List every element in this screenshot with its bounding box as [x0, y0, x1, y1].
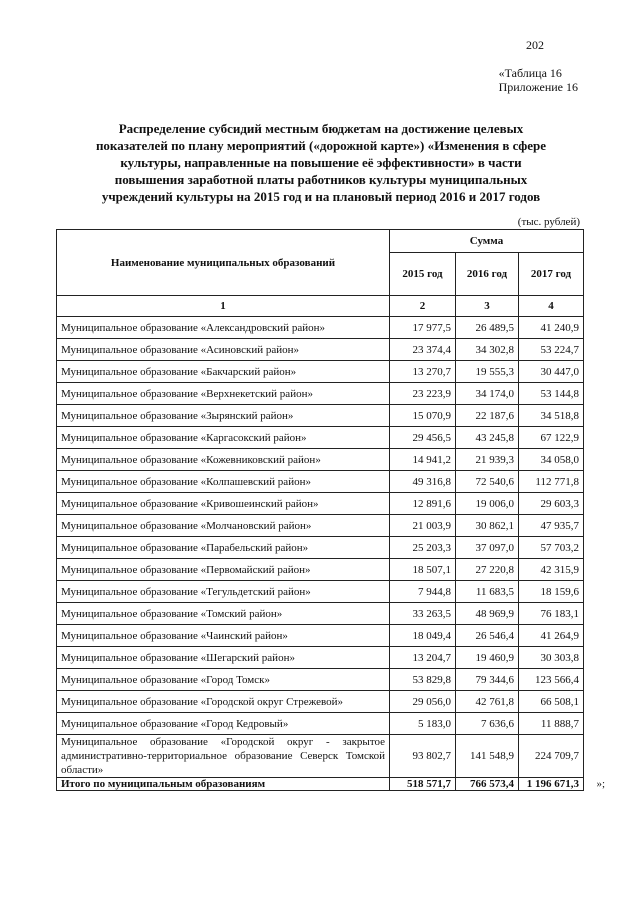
municipality-name: Муниципальное образование «Парабельский район» [57, 537, 390, 559]
table-row [57, 361, 584, 383]
table-row [57, 603, 584, 625]
total-row [57, 778, 584, 791]
value-2016: 7 636,6 [456, 713, 519, 735]
value-2016: 43 245,8 [456, 427, 519, 449]
table-row [57, 647, 584, 669]
value-2017: 42 315,9 [519, 559, 584, 581]
column-number: 3 [456, 296, 519, 317]
value-2016: 34 302,8 [456, 339, 519, 361]
municipality-name: Муниципальное образование «Чаинский район» [57, 625, 390, 647]
municipality-name: Муниципальное образование «Кривошеинский район» [57, 493, 390, 515]
total-2015: 518 571,7 [390, 778, 456, 791]
table-row [57, 691, 584, 713]
value-2015: 29 056,0 [390, 691, 456, 713]
value-2016: 11 683,5 [456, 581, 519, 603]
value-2015: 18 507,1 [390, 559, 456, 581]
value-2015: 5 183,0 [390, 713, 456, 735]
table-row [57, 317, 584, 339]
value-2015: 93 802,7 [390, 735, 456, 778]
value-2016: 72 540,6 [456, 471, 519, 493]
value-2016: 141 548,9 [456, 735, 519, 778]
column-number: 4 [519, 296, 584, 317]
table-row [57, 581, 584, 603]
value-2017: 34 058,0 [519, 449, 584, 471]
table-row [57, 515, 584, 537]
municipality-name: Муниципальное образование «Тегульдетский район» [57, 581, 390, 603]
municipality-name: Муниципальное образование «Городской округ Стрежевой» [57, 691, 390, 713]
table-row [57, 449, 584, 471]
municipality-name: Муниципальное образование «Молчановский район» [57, 515, 390, 537]
title-line: культуры, направленные на повышение её эффективности» в части [120, 155, 522, 170]
value-2016: 26 489,5 [456, 317, 519, 339]
value-2017: 224 709,7 [519, 735, 584, 778]
table-row [57, 559, 584, 581]
value-2017: 34 518,8 [519, 405, 584, 427]
subsidies-table [56, 229, 606, 791]
title-line: Распределение субсидий местным бюджетам на достижение целевых [118, 121, 524, 136]
municipality-name: Муниципальное образование «Колпашевский район» [57, 471, 390, 493]
municipality-name: Муниципальное образование «Шегарский район» [57, 647, 390, 669]
value-2015: 23 374,4 [390, 339, 456, 361]
header-year-2016: 2016 год [456, 253, 519, 296]
page-number: 202 [526, 38, 544, 52]
table-row [57, 537, 584, 559]
table-row [57, 471, 584, 493]
column-number: 1 [57, 296, 390, 317]
total-label: Итого по муниципальным образованиям [57, 778, 390, 791]
value-2015: 49 316,8 [390, 471, 456, 493]
title-line: учреждений культуры на 2015 год и на плановый период 2016 и 2017 годов [101, 189, 541, 204]
municipality-name: Муниципальное образование «Верхнекетский район» [57, 383, 390, 405]
value-2015: 13 204,7 [390, 647, 456, 669]
municipality-name: Муниципальное образование «Бакчарский район» [57, 361, 390, 383]
value-2016: 34 174,0 [456, 383, 519, 405]
table-row [57, 493, 584, 515]
value-2017: 11 888,7 [519, 713, 584, 735]
table-row [57, 713, 584, 735]
table-body [57, 317, 584, 778]
value-2017: 30 303,8 [519, 647, 584, 669]
value-2017: 112 771,8 [519, 471, 584, 493]
municipality-name: Муниципальное образование «Каргасокский район» [57, 427, 390, 449]
value-2016: 79 344,6 [456, 669, 519, 691]
value-2015: 18 049,4 [390, 625, 456, 647]
value-2015: 53 829,8 [390, 669, 456, 691]
value-2015: 15 070,9 [390, 405, 456, 427]
unit-label: (тыс. рублей) [517, 216, 580, 228]
table-row [57, 427, 584, 449]
value-2017: 66 508,1 [519, 691, 584, 713]
table-row [57, 405, 584, 427]
table-row [57, 383, 584, 405]
value-2016: 30 862,1 [456, 515, 519, 537]
attachment-header [499, 66, 578, 94]
municipality-name: Муниципальное образование «Кожевниковский район» [57, 449, 390, 471]
value-2015: 21 003,9 [390, 515, 456, 537]
total-2016: 766 573,4 [456, 778, 519, 791]
municipality-name: Муниципальное образование «Зырянский район» [57, 405, 390, 427]
value-2017: 57 703,2 [519, 537, 584, 559]
value-2016: 27 220,8 [456, 559, 519, 581]
municipality-name: Муниципальное образование «Первомайский район» [57, 559, 390, 581]
municipality-name: Муниципальное образование «Томский район» [57, 603, 390, 625]
value-2017: 53 144,8 [519, 383, 584, 405]
value-2016: 21 939,3 [456, 449, 519, 471]
value-2017: 18 159,6 [519, 581, 584, 603]
municipality-name: Муниципальное образование «Город Кедровый» [57, 713, 390, 735]
value-2017: 41 264,9 [519, 625, 584, 647]
header-municipality-name: Наименование муниципальных образований [57, 230, 390, 296]
value-2015: 14 941,2 [390, 449, 456, 471]
value-2016: 26 546,4 [456, 625, 519, 647]
value-2017: 29 603,3 [519, 493, 584, 515]
value-2017: 41 240,9 [519, 317, 584, 339]
municipality-name: Муниципальное образование «Городской округ - закрытое административно-территориальное образование Северск Томской области» [57, 735, 390, 778]
municipality-name: Муниципальное образование «Александровский район» [57, 317, 390, 339]
value-2017: 67 122,9 [519, 427, 584, 449]
appendix-label: Приложение 16 [498, 80, 578, 94]
header-sum: Сумма [390, 230, 584, 253]
title-line: показателей по плану мероприятий («дорожной карте») «Изменения в сфере [95, 138, 547, 153]
value-2017: 47 935,7 [519, 515, 584, 537]
value-2015: 17 977,5 [390, 317, 456, 339]
header-year-2017: 2017 год [519, 253, 584, 296]
municipality-name: Муниципальное образование «Город Томск» [57, 669, 390, 691]
total-2017: 1 196 671,3 [526, 778, 580, 790]
document-title [62, 120, 580, 205]
total-2017-cell [519, 778, 606, 791]
column-number: 2 [390, 296, 456, 317]
table-row [57, 339, 584, 361]
value-2015: 29 456,5 [390, 427, 456, 449]
table-row [57, 735, 584, 778]
closing-quote: »; [596, 778, 606, 790]
value-2016: 48 969,9 [456, 603, 519, 625]
table-number-label: «Таблица 16 [498, 66, 562, 80]
value-2017: 123 566,4 [519, 669, 584, 691]
value-2015: 12 891,6 [390, 493, 456, 515]
header-year-2015: 2015 год [390, 253, 456, 296]
value-2016: 19 460,9 [456, 647, 519, 669]
value-2016: 22 187,6 [456, 405, 519, 427]
value-2015: 33 263,5 [390, 603, 456, 625]
title-line: повышения заработной платы работников культуры муниципальных [114, 172, 528, 187]
value-2017: 30 447,0 [519, 361, 584, 383]
value-2015: 25 203,3 [390, 537, 456, 559]
value-2016: 42 761,8 [456, 691, 519, 713]
value-2016: 37 097,0 [456, 537, 519, 559]
value-2015: 23 223,9 [390, 383, 456, 405]
value-2015: 13 270,7 [390, 361, 456, 383]
value-2016: 19 006,0 [456, 493, 519, 515]
value-2016: 19 555,3 [456, 361, 519, 383]
table-row [57, 625, 584, 647]
table-row [57, 669, 584, 691]
value-2015: 7 944,8 [390, 581, 456, 603]
value-2017: 76 183,1 [519, 603, 584, 625]
value-2017: 53 224,7 [519, 339, 584, 361]
municipality-name: Муниципальное образование «Асиновский район» [57, 339, 390, 361]
